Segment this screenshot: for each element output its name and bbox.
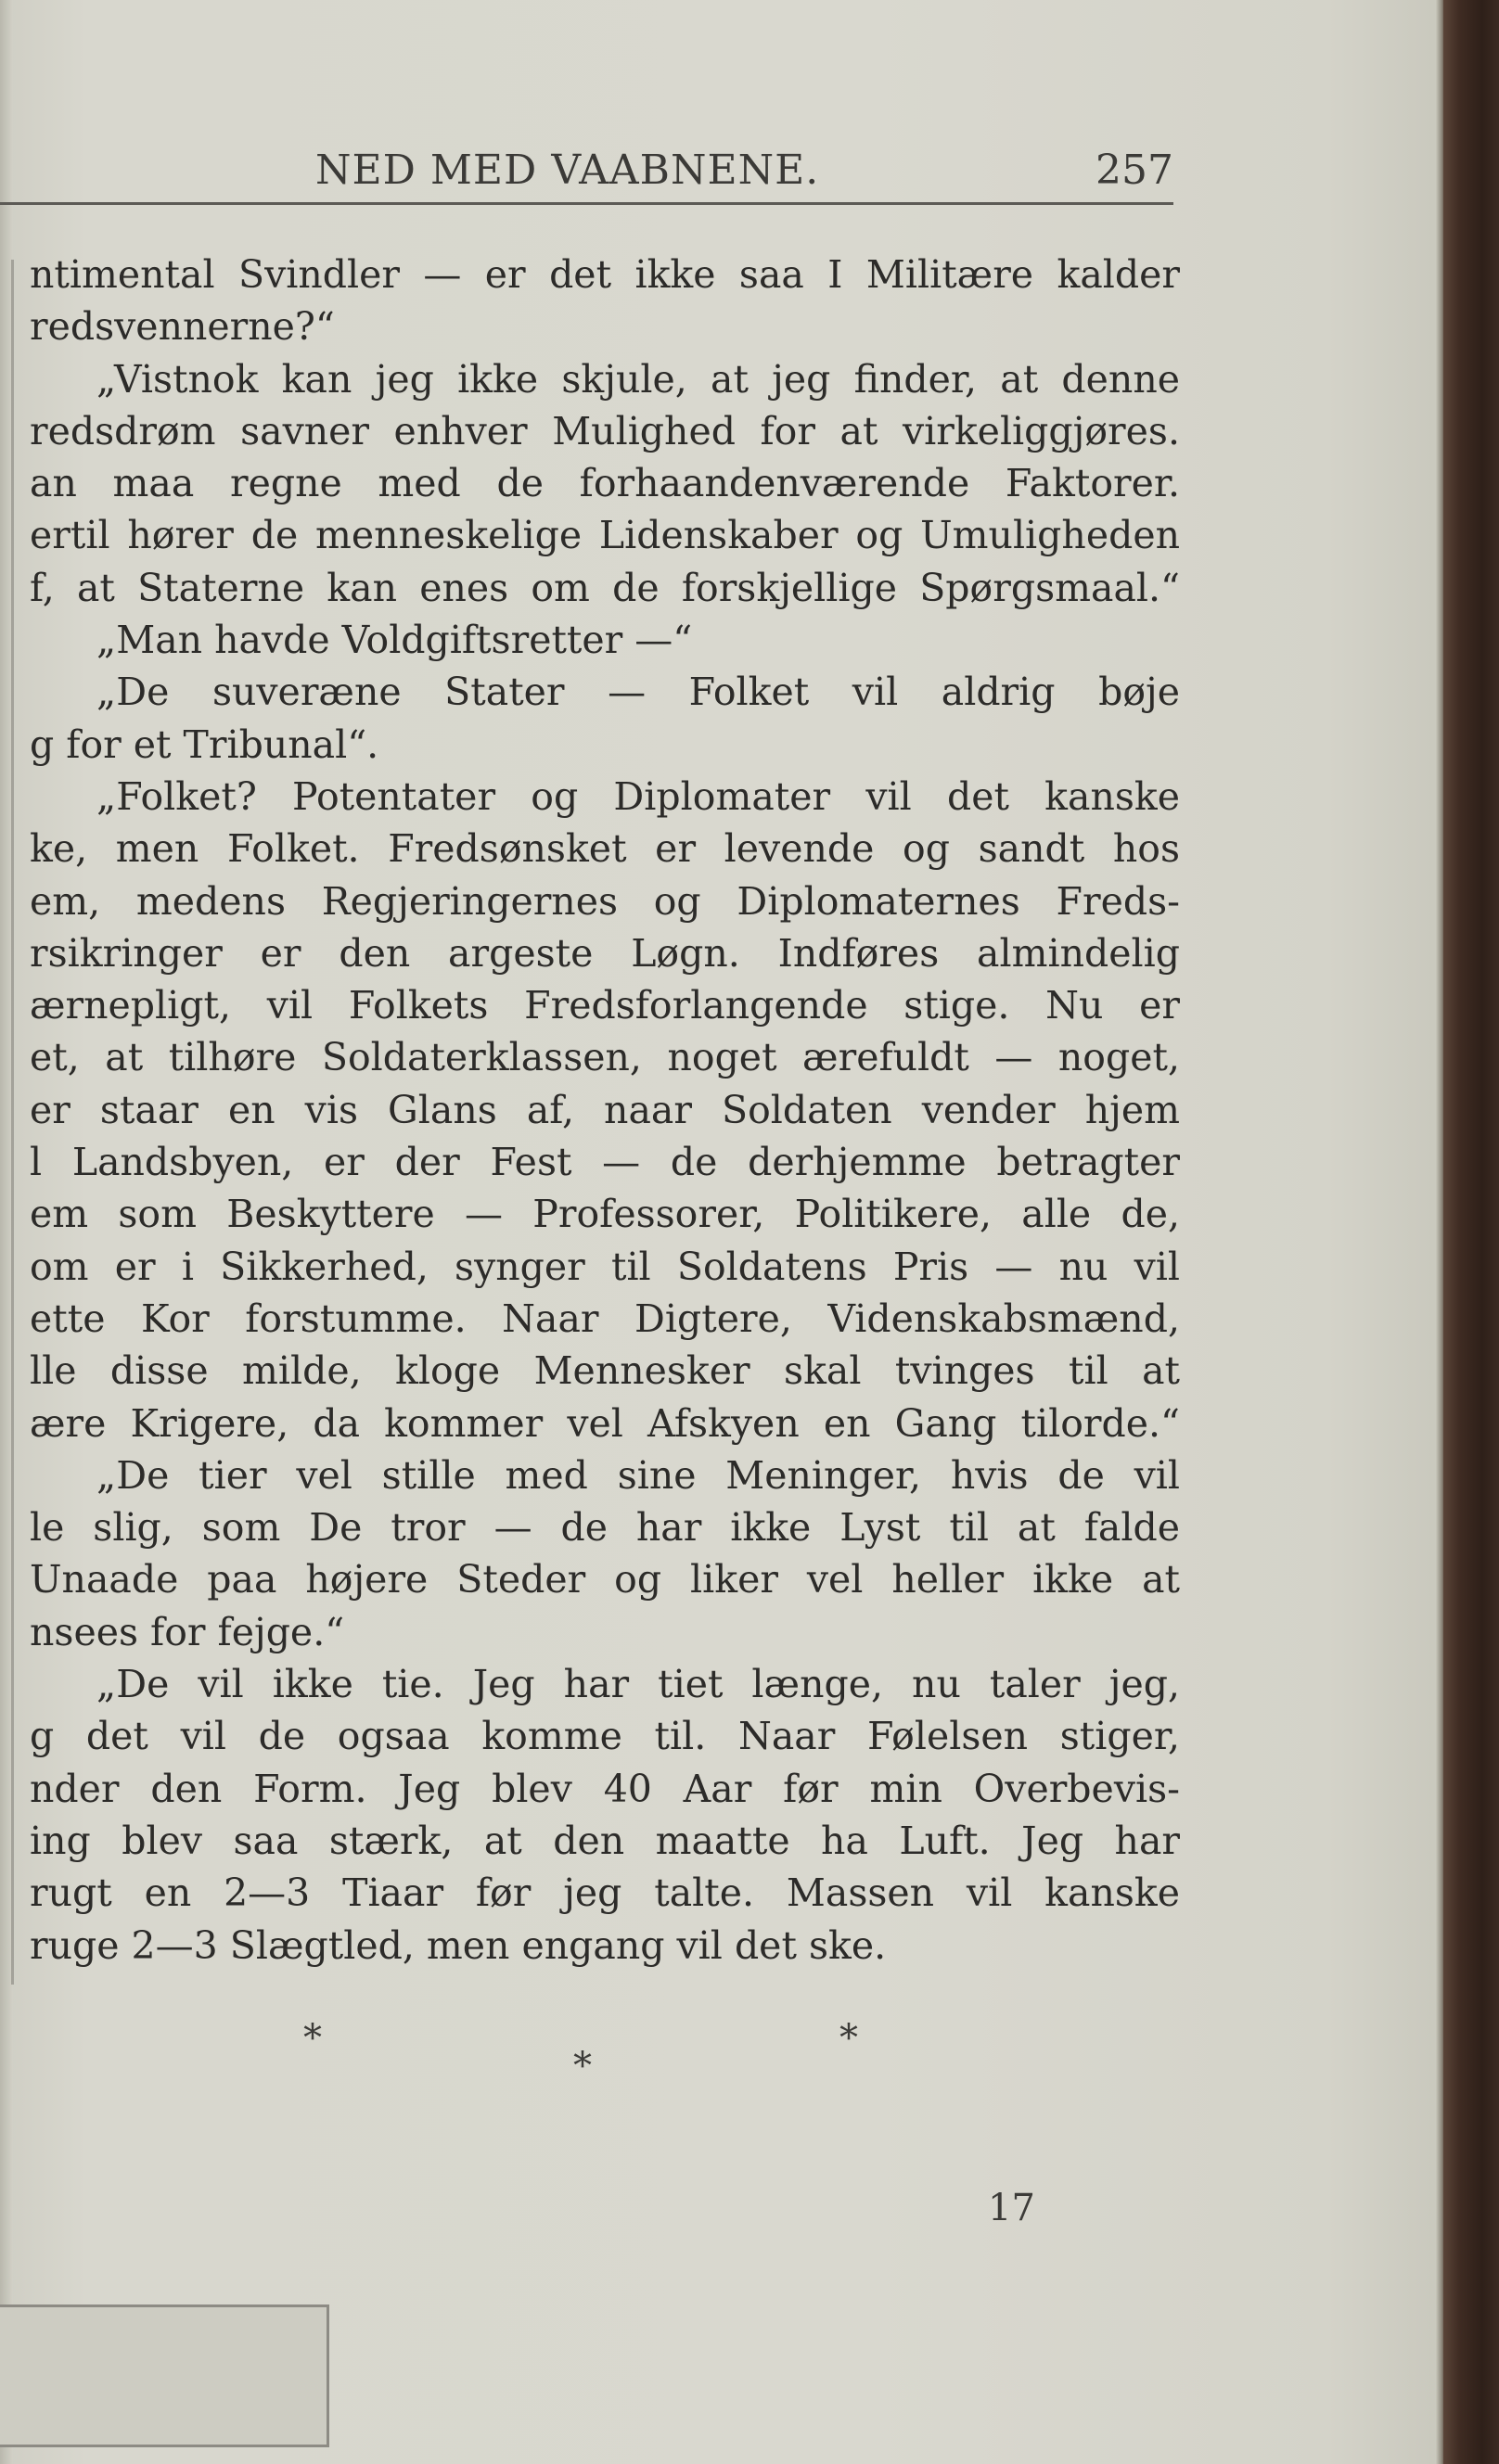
text-line: ærnepligt, vil Folkets Fredsforlangende stige. Nu er <box>30 983 1180 1028</box>
text-line: nsees for fejge.“ <box>30 1609 345 1654</box>
book-cover-edge <box>1443 0 1499 2464</box>
text-line: l Landsbyen, er der Fest — de derhjemme betragter <box>30 1140 1180 1185</box>
header-rule <box>0 202 1173 205</box>
text-line: ing blev saa stærk, at den maatte ha Luft. Jeg har <box>30 1818 1180 1863</box>
text-line: et, at tilhøre Soldaterklassen, noget ærefuldt — noget, <box>30 1035 1180 1080</box>
body-text <box>30 249 1180 1972</box>
text-line: em, medens Regjeringernes og Diplomaternes Freds- <box>30 878 1180 924</box>
text-line: Unaade paa højere Steder og liker vel heller ikke at <box>30 1557 1180 1602</box>
text-line: „Man havde Voldgiftsretter —“ <box>96 618 693 663</box>
text-line: „Vistnok kan jeg ikke skjule, at jeg finder, at denne <box>96 356 1180 402</box>
asterisk: * <box>573 2045 592 2087</box>
text-line: le slig, som De tror — de har ikke Lyst til at falde <box>30 1505 1180 1551</box>
asterisk: * <box>303 2017 322 2060</box>
text-line: ette Kor forstumme. Naar Digtere, Videnskabsmænd, <box>30 1296 1180 1341</box>
binding-margin-line <box>11 260 14 1985</box>
text-line: ære Krigere, da kommer vel Afskyen en Gang tilorde.“ <box>30 1400 1180 1446</box>
text-line: ntimental Svindler — er det ikke saa I Militære kalder <box>30 252 1180 297</box>
text-line: rugt en 2—3 Tiaar før jeg talte. Massen vil kanske <box>30 1870 1180 1916</box>
text-line: g for et Tribunal“. <box>30 721 379 767</box>
text-line: „Folket? Potentater og Diplomater vil det kanske <box>96 773 1180 819</box>
text-line: an maa regne med de forhaandenværende Faktorer. <box>30 461 1180 506</box>
text-line: g det vil de ogsaa komme til. Naar Følelsen stiger, <box>30 1714 1180 1759</box>
running-head <box>315 139 1173 195</box>
text-line: „De tier vel stille med sine Meninger, hvis de vil <box>96 1452 1180 1498</box>
text-line: redsvennerne?“ <box>30 304 335 350</box>
signature-mark: 17 <box>988 2187 1035 2229</box>
asterisk: * <box>839 2017 858 2060</box>
page-number: 257 <box>1095 147 1173 194</box>
text-line: em som Beskyttere — Professorer, Politikere, alle de, <box>30 1192 1180 1237</box>
running-title: NED MED VAABNENE. <box>315 147 820 194</box>
library-label-box <box>0 2304 329 2447</box>
text-line: rsikringer er den argeste Løgn. Indføres almindelig <box>30 930 1180 976</box>
text-line: nder den Form. Jeg blev 40 Aar før min Overbevis- <box>30 1766 1180 1811</box>
text-line: f, at Staterne kan enes om de forskjellige Spørgsmaal.“ <box>30 565 1180 610</box>
text-line: lle disse milde, kloge Mennesker skal tvinges til at <box>30 1348 1180 1394</box>
text-line: ertil hører de menneskelige Lidenskaber og Umuligheden <box>30 513 1180 558</box>
section-break <box>0 2017 1299 2100</box>
text-line: „De suveræne Stater — Folket vil aldrig bøje <box>96 670 1180 715</box>
text-line: er staar en vis Glans af, naar Soldaten vender hjem <box>30 1087 1180 1132</box>
text-line: redsdrøm savner enhver Mulighed for at virkeliggjøres. <box>30 408 1180 453</box>
text-line: „De vil ikke tie. Jeg har tiet længe, nu taler jeg, <box>96 1662 1180 1707</box>
text-line: ruge 2—3 Slægtled, men engang vil det ske. <box>30 1922 887 1968</box>
text-line: ke, men Folket. Fredsønsket er levende og sandt hos <box>30 826 1180 872</box>
text-line: om er i Sikkerhed, synger til Soldatens Pris — nu vil <box>30 1244 1180 1289</box>
